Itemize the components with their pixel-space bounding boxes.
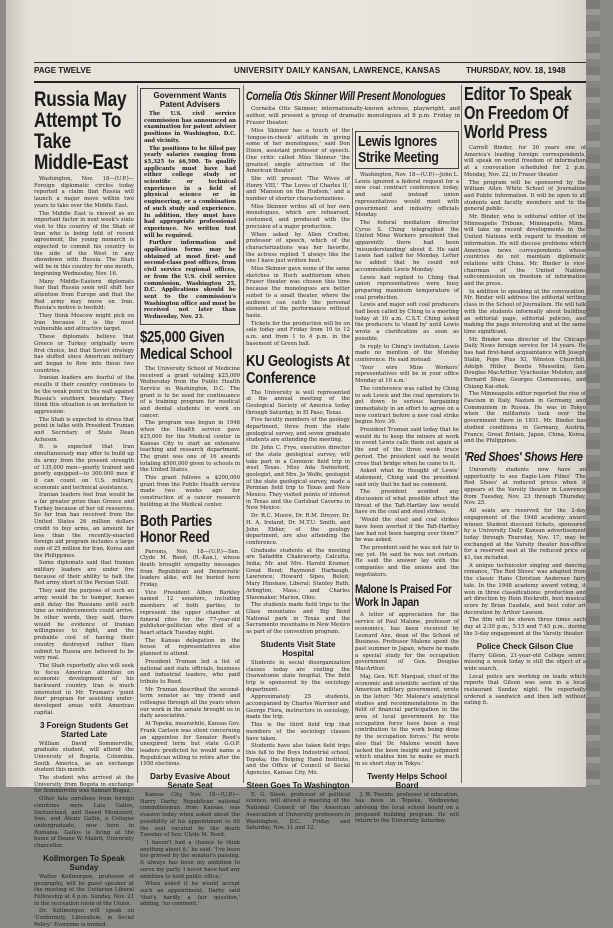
patent-advisers-box	[140, 88, 240, 325]
column-rule	[461, 85, 462, 783]
article-paragraph: Mr. Binder, who is editorial editor of the Minneapolis Tribune, Minneapolis, Minn., will take up recent developments in the United Nations with regard to freedom of information. He will discuss problems which American news correspondents whose countries do not maintain diplomatic relations with China. Mr. Binder is vice-chairman of the United Nations subcommission on freedom of information and the press.	[464, 214, 586, 288]
article-paragraph: E. G. Steen, professor of political science, will attend a meeting of the National Council of the American Association of University professors in Washington, D.C., Friday and Saturday, Nov. 11 and 12.	[246, 791, 350, 832]
article-paragraph: Iranian leaders are fearful of the results if their country continues to be the weak point in the wall against Russia's southern boundary. They think this situation is an invitation to aggression.	[34, 375, 134, 415]
lewis-headline: Lewis Ignores Strike Meeting	[358, 133, 439, 166]
article-paragraph: All seats are reserved for the 2-day engagement of the 1948 academy award winner. Student discount tickets, sponsored by a University Daily Kansan advertisement today through Thursday, Nov. 17, may be exchanged at the Varsity theater box-office for a reserved seat at the reduced price of $1, tax included.	[464, 508, 586, 562]
kollmorgen-body	[34, 874, 134, 928]
darby-headline: Darby Evasive About Senate Seat	[150, 772, 230, 791]
article-paragraph: This grant follows a $200,000 grant from the Public Health service made two weeks ago for construction of a cancer research building at the Medical center.	[140, 475, 240, 508]
article-paragraph: Vice President Alben Barkley named 12 senators, including members of both parties, to represent the upper chamber at funeral rites for the 77-year-old publisher-politician who died of a heart attack Tuesday night.	[140, 589, 240, 636]
article-paragraph: William David Sommerville, graduate student, will attend the University of Bogota, Colombia, South America, as an exchange student this month.	[34, 740, 134, 774]
article-paragraph: The students made field trips to the Glass mountains and Big Bend National park in Texas and the Sacramento mountains in New Mexico as part of the convention program.	[246, 602, 351, 636]
gilson-headline: Police Check Gilson Clue	[476, 641, 574, 651]
article-paragraph: Walter Kollmorgen, professor of geography, will be guest speaker at the meeting of the Unitarian Liberal Fellowship at 4 p.m. Sunday, Nov. 21 in the recreation room of the Union.	[34, 873, 134, 907]
article-paragraph: Kansas City, Nov. 18—(U.P.)—Harry Darby, Republican national committeeman from Kansas, was evasive today when asked about the possibility of his appointment to fill the seat vacated by the death Tuesday of Sen. Clyde M. Reed.	[140, 792, 240, 839]
article-paragraph: Washington, Nov. 18—(U.P.)—Foreign diplomatic circles today reported a claim that Russia will launch a major move within two years to take over the Middle East.	[34, 176, 134, 209]
article-paragraph: Maj. Gen. W.F. Marquat, chief of the economic and scientific section of the American military government, wrote in the letter: 'Mr. Malone's analytical studies and recommendations in the field of financial participation in the area of local government by the occupation force have been a real contribution to the work being done by the occupation forces.' He wrote also that Dr. Malone would have lacked the keen insight and judgment which enables him to make so much in so short stay in Tokyo.'	[355, 673, 459, 767]
steen-body	[246, 792, 350, 832]
article-paragraph: J. W. Twente, professor of education, has been in Topeka, Wednesday advising the local school board on a proposed building program. He will return to the University Saturday.	[355, 791, 459, 825]
twenty-body	[355, 792, 459, 826]
article-paragraph: Miss Skinner has a touch of the 'tongue-in-cheek' attitude in giving some of her monologues,' said Don Dixon, assistant professor of speech. One critic called Miss Skinner 'the greatest single attraction of the American theater.'	[246, 128, 350, 175]
article-paragraph: Local police are working on leads which reports that Gilson was seen in a local restaurant Sunday night. He reportedly ordered a sandwich and then left without eating it.	[464, 673, 586, 707]
article-paragraph: Asked what he thought of Lewis' statement, Ching said the president said only that he had no comment.	[355, 468, 459, 488]
article-paragraph: Many Middle-Eastern diplomats fear that Russia soon will shift her attention from Europe and that the Red army may move on Iran. Russia's motive is twofold:	[34, 278, 134, 312]
state-hospital-headline: Students Visit State Hospital	[260, 639, 336, 658]
article-paragraph: These diplomats believe that Greece or Turkey originally were first choice, but that Soviet strategy has shifted since American military aid began to flow into those two countries.	[34, 334, 134, 374]
column-rule	[137, 85, 138, 783]
malone-headline: Malone Is Praised For Work In Japan	[355, 582, 452, 610]
page-number: PAGE TWELVE	[34, 66, 92, 75]
darby-body	[140, 792, 240, 908]
twenty-headline: Twenty Helps School Board	[367, 771, 447, 790]
article-paragraph: In addition to speaking at the convocation, Mr. Binder will address the editorial writing class in the School of Journalism. He will talk with the students informally about building an editorial page, editorial policies, and making the page interesting and at the same time significant.	[464, 288, 586, 335]
article-paragraph: The University is well represented at the annual meeting of the Geological Society of America today through Saturday, in El Paso, Texas.	[246, 389, 350, 416]
editor-body	[464, 145, 586, 445]
medical-school-body	[140, 366, 240, 509]
article-paragraph: Some diplomats said that Iranian military leaders are under fire because of their ability to halt the Red army short of the Persian Gulf.	[34, 560, 134, 587]
article-paragraph: 'I haven't had a chance to think anything about it,' he said. 'I've been too grieved by the senator's passing. It always has been my ambition to serve my party. I never have had any ambition to hold public office.'	[140, 839, 240, 880]
article-paragraph: The federal mediation director Cyrus S. Ching telegraphed the United Mine Workers president that apparently there had been 'misunderstanding' about it. He said Lewis had called for Monday. Letter he added that he could not accommodate Lewis Monday.	[355, 219, 459, 273]
article-paragraph: The film will be shown three times each day at 2:30 p.m., 5:15 and 7:45 p.m., during the 3-day engagement at the Varsity theater.	[464, 617, 586, 637]
column-rule	[243, 85, 244, 783]
article-paragraph: A letter of appreciation for the service of Paul Malone, professor of economics, has been received by Leonard Axe, dean of the School of Business. Professor Malone spent the past summer in Japan, where he made a special study for the occupation government of Gen. Douglas MacArthur.	[355, 612, 459, 673]
article-paragraph: Carroll Binder, for 30 years one of America's leading foreign correspondents, will speak on world freedom of information at a convocation scheduled for 2 p.m. Monday, Nov. 22, in Fraser theater.	[464, 145, 586, 178]
ku-geologists-headline: KU Geologists At Conference	[246, 352, 350, 387]
article-paragraph: Dr. R.C. Moore, Dr. R.M. Dreyer, Dr. H. A. Ireland, Dr. M.T.U. Smith, and John Ebber, of the geology department, are also attending the conference.	[246, 513, 350, 546]
article-paragraph: Further information and application forms may be obtained at most first- and second-class post offices, from civil service regional offices, or from the U.S. civil service commission, Washington 25, D.C. Applications should be sent to the commission's Washington office and must be received not later than Wednesday, Nov. 23.	[144, 240, 236, 321]
article-paragraph: It is expected that Iran simultaneously may offer to build up its army from the present strength of 135,000 men—poorly trained and poorly equipped—to 300,000 men if it can count on U.S. military, economic and technical assistance.	[34, 444, 134, 491]
lewis-headline-box	[355, 131, 459, 169]
article-paragraph: Approximately 25 students, accompanied by Charles Warriner and George Flora, instructors in sociology, made the trip.	[246, 694, 350, 721]
lewis-body	[355, 172, 459, 578]
article-paragraph: The Shah is expected to stress that point in talks with President Truman and Secretary of State Dean Acheson.	[34, 416, 134, 443]
article-paragraph: Dr. Kollmorgen will speak on 'Conformity, Liberalism, in Social Policy.' Everyone is invited.	[34, 908, 134, 928]
article-paragraph: The U.S. civil service commission has announced an examination for patent adviser positions in Washington, D.C. and vicinity.	[144, 111, 236, 144]
article-paragraph: President Truman led a list of national and state officials, business and industrial leaders, who paid tribute to Reed.	[140, 658, 240, 685]
cornelia-banner	[246, 85, 460, 128]
article-paragraph: The Shah reportedly also will seek to focus American attention on economic development of his backward country. Iran is much interested in Mr. Truman's 'point four' program for assisting under-developed areas with American capital.	[34, 662, 134, 716]
article-paragraph: Lewis had replied to Ching that union representatives were busy preparing maximum temperature of coal production.	[355, 274, 459, 301]
article-paragraph: Iranian leaders feel Iran would be a far greater prize than Greece and Turkey because of her oil resources. So far Iran has received from the United States 26 million dollars credit to buy arms, an amount far less than the recently-enacted foreign aid program includes a large sum of 25 million for Iran, Korea and the Philippines.	[34, 492, 134, 559]
patent-advisers-headline: Government Wants Patent Advisers	[153, 91, 227, 109]
editor-headline: Editor To Speak On Freedom Of World Press	[464, 84, 572, 142]
article-paragraph: The program was begun in 1946 when the Health service gave $25,000 for the Medical center in Kansas City to start an extensive teaching and research department. The grant was one of 16 awards totaling $500,000 given to schools in the United States.	[140, 420, 240, 474]
article-paragraph: Parsons, Nov. 18—(U.P.)—Sen. Clyde M. Reed, (R.-Kan.), whose death brought sympathy messages from Republican and Democratic leaders alike, will be buried here Friday.	[140, 548, 240, 589]
both-parties-body	[140, 549, 240, 769]
article-paragraph: The conference was called by Ching to ask Lewis and the coal operators to get down to serious bargaining immediately in an effort to agree on a new contract before a new coal strike begins Nov. 30.	[355, 385, 459, 426]
article-paragraph: Tickets for the production will be on sale today and Friday from 10 to 12 a.m. and from 1 to 4 p.m. in the basement of Green hall.	[246, 320, 350, 347]
malone-body	[355, 612, 459, 767]
article-paragraph: The positions to be filled pay yearly salaries ranging from $5,325 to $6,500. To qualify applicants must have had either college study or scientific or technical experience in a field of physical science or in engineering, or a combination of such study and experience. In addition, they must have had appropriate professional experience. No written test will be required.	[144, 145, 236, 239]
article-paragraph: The president avoided any discussion of what possible effect the threat of the Taft-Hartley law would have on the coal and steel strikes.	[355, 489, 459, 516]
article-paragraph: Five faculty members of the geology department, three from the state geological survey, and seven graduate students are attending the meeting.	[246, 417, 350, 444]
article-paragraph: The Minneapolis editor reported the rise of Fascism in Italy, Nazism in Germany, and Communism in Russia. He was in Tokyo when the militarists took over the government there in 1931. Mr. Binder has studied conditions in Germany, Austria, France, Great Britain, Japan, China, Korea, and the Philippines.	[464, 391, 586, 445]
article-paragraph: Students have also taken field trips this fall to the Boys Industrial school, Topeka; the Helping Hand Institute, and the Office of Council of Social Agencies, Kansas City, Mo.	[246, 743, 350, 777]
article-paragraph: President Truman said today that he would do to keep the miners at work in event Lewis calls them out again at the end of the three week truce period. The president said he would cross that bridge when he came to it.	[355, 427, 459, 467]
patent-advisers-body	[144, 111, 236, 321]
column-rule	[352, 128, 353, 783]
column-2	[140, 85, 240, 908]
kollmorgen-headline: Kollmorgen To Speak Sunday	[43, 853, 125, 872]
newspaper-page	[6, 0, 600, 928]
foreign-students-body	[34, 741, 134, 850]
cornelia-body	[246, 128, 350, 348]
article-paragraph: The president said he was not fair to say yet. He said he was not certain. He said the answer lay with the companies and the unions and the negotiators.	[355, 544, 459, 578]
article-paragraph: Mr. Truman described the second-term senator as 'my friend and colleague through all the years when our work in the senate brought us in daily association.'	[140, 686, 240, 720]
article-paragraph: When asked by Allen Crafton, professor of speech, which of the characterizations was her favorite, the actress replied 'I always like the one I have just written best.'	[246, 231, 350, 265]
article-paragraph: Mr. Binder was director of the Chicago Daily News foreign service for 14 years. He has had first-hand acquaintance with Joseph Stalin, Pope Pius XI, Winston Churchill, Adolph Hitler, Benito Mussolini, Gen. Douglas MacArthur, Vyacheslav Molotov, and Bernard Shaw, Georges Clemenceau, and Chiang Kai-shek.	[464, 336, 586, 390]
article-paragraph: A unique technicolor singing and dancing romance, 'The Red Shoes' was adapted from the classic Hans Christian Andersen fairy tale. In the 1948 academy award voting, it won in three classifications: production and art direction by Hein Heckroth, best musical score by Brian Easdale, and best color art decoration by Arthur Lawson.	[464, 562, 586, 616]
article-paragraph: At Topeka, meanwhile, Kansas Gov. Frank Carlson was silent concerning an appointee for Senator Reed's unexpired term but state G.O.P. leaders predicted he would name a Republican willing to retire after the 1950 elections.	[140, 721, 240, 768]
masthead	[34, 62, 600, 83]
article-paragraph: Other late enrollees from foreign countries were Luis Gallos, Switzerland, and Saeed Montazeri, Iran, and Alexis Gallin, a Cologne undergraduate, now here in Romania. Gallos is living at the home of Deane W. Malott, University chancellor.	[34, 796, 134, 850]
article-paragraph: The University School of Medicine received a grant totaling $25,000 Wednesday from the Public Health Service in Washington, D.C. The grant is to be used for continuance of a training program for medical and dental students in work on cancer.	[140, 365, 240, 419]
red-shoes-body	[464, 467, 586, 638]
article-paragraph: Lewis and major soft coal producers had been called by Ching to a meeting today at 10 a.m. C.S.T. Ching asked the producers to 'stand by' until Lewis wrote a clarification as soon as possible.	[355, 302, 459, 342]
article-paragraph: Graduate students at the meeting are Safaddin Chakravorty, Calcutta, India; Mr. and Mrs. Harold Kramer, Great Bend; Raymond Harbaugh, Lawrence; Howard Sipes, Beloit; Mary Hinshaw, Liberal; Stanley Ruth, Arlington, Mass.; and Charles Shoemaker, Marion, Ohio.	[246, 547, 350, 601]
column-1	[34, 85, 134, 928]
gilson-body	[464, 653, 586, 708]
article-paragraph: 'Would the steel and coal strikes have been averted if the Taft-Hartley law had not been hanging over them?' he was asked.	[355, 517, 459, 544]
cornelia-intro: Cornelia Otis Skinner, internationally-known actress, playwright, and author, will present a group of dramatic monologues at 8 p.m. Friday in Fraser theater.	[246, 106, 460, 126]
article-paragraph: Dr. John C. Frye, executive director of the state geological survey, will take part in a Cenozoic field trip in west Texas. Miss Ada Swineford, geologist, and Mrs. Jo Wolfe, geologist of the state geological survey, made a Permian field trip to Texas and New Mexico. They visited points of interest in Texas and the Carlsbad Caverns in New Mexico.	[246, 445, 350, 512]
article-paragraph: They said the purpose of such an army would be to hamper, harass and delay the Russians until such time as reinforcements could arrive. In other words, they said, there would be evidence of Iranian willingness to fight, and the probable cost of having their country destroyed rather than submit to Russia are believed to be very real.	[34, 588, 134, 662]
article-paragraph: University students now have an opportunity to see Eagle-Lion Films' 'The Red Shoes' at reduced prices when it appears at the Varsity theater in Lawrence from Tuesday, Nov. 23 through Thursday, Nov. 25.	[464, 466, 586, 507]
article-paragraph: When asked if he would accept such an appointment, Darby said 'that's hardly a fair question,' adding, 'no comment.'	[140, 881, 240, 908]
newspaper-name: UNIVERSITY DAILY KANSAN, LAWRENCE, KANSAS	[234, 66, 441, 75]
article-paragraph: This is the third field trip that members of the sociology classes have taken.	[246, 722, 350, 742]
article-paragraph: Miss Skinner writes all of her own monologues, which are rehearsed, costumed, and produced with the precision of a major production.	[246, 203, 350, 230]
article-paragraph: The student who arrived at the University from Bogota in exchange for Sommerville was Samuel Bugaz.	[34, 775, 134, 795]
red-shoes-headline: 'Red Shoes' Shows Here	[464, 448, 583, 464]
column-5	[464, 85, 586, 787]
article-paragraph: 'Your wire Mine Workers' representatives will be in your office Monday at 10 a.m.'	[355, 364, 459, 385]
article-paragraph: The Kansas delegation in the house of representatives also planned to attend.	[140, 637, 240, 658]
article-paragraph: They think Moscow might pick on Iran because it is the most vulnerable and attractive target.	[34, 313, 134, 333]
article-paragraph: Washington, Nov. 18—(U.P.)—John L. Lewis ignored a federal request for a new coal contract conference today, and said instead union representatives would meet with government and industry officials Monday.	[355, 172, 459, 219]
column-3	[246, 128, 351, 832]
issue-date: THURSDAY, NOV. 18, 1948	[466, 66, 566, 75]
article-paragraph: Students in social disorganization classes today are visiting the Osawatomie state hospital. The field trip is sponsored by the sociology department.	[246, 659, 350, 693]
article-paragraph: The Middle East is viewed as an important factor in next week's state visit to this country of the Shah of Iran who is being told of recent agreement, the young monarch is expected to commit his country to the side of the West in any showdown with Russia. The Shah will be in this country for one month, beginning Wednesday, Nov. 16.	[34, 210, 134, 277]
state-hospital-body	[246, 660, 350, 777]
article-paragraph: Miss Skinner gave some of the same sketches in Hoch auditorium when Fraser theater was chosen this time because the monologues are better suited to a small theater, where the audience can catch the personal element of the performance without haste.	[246, 266, 350, 319]
ku-geologists-body	[246, 390, 350, 636]
column-4	[355, 128, 459, 825]
article-paragraph: The program will be sponsored by the William Allen White School of Journalism and Public Information. It will be open to all students and faculty members and to the general public.	[464, 179, 586, 213]
both-parties-headline: Both Parties Honor Reed	[140, 512, 212, 546]
article-paragraph: In reply to Ching's invitation, Lewis made no mention of the Monday conference. He said instead:	[355, 343, 459, 363]
russia-headline: Russia May Attempt To Take Middle-East	[34, 88, 128, 174]
steen-headline: Steen Goes To Washington	[246, 780, 350, 790]
article-paragraph: Harry Gilson, 21-year-old College senior, missing a week today is still the object of a wide search.	[464, 652, 586, 672]
foreign-students-headline: 3 Foreign Students Get Started Late	[39, 720, 128, 739]
cornelia-headline: Cornelia Otis Skinner Will Present Monologues	[246, 91, 446, 103]
medical-school-headline: $25,000 Given Medical School	[140, 328, 233, 363]
torn-page-edge	[586, 0, 600, 787]
article-paragraph: She will present 'The Wives of Henry VIII,' 'The Loves of Charles II,' and 'Mansion on the Hudson,' and a number of shorter characterizations.	[246, 175, 350, 203]
russia-article-body	[34, 176, 134, 717]
